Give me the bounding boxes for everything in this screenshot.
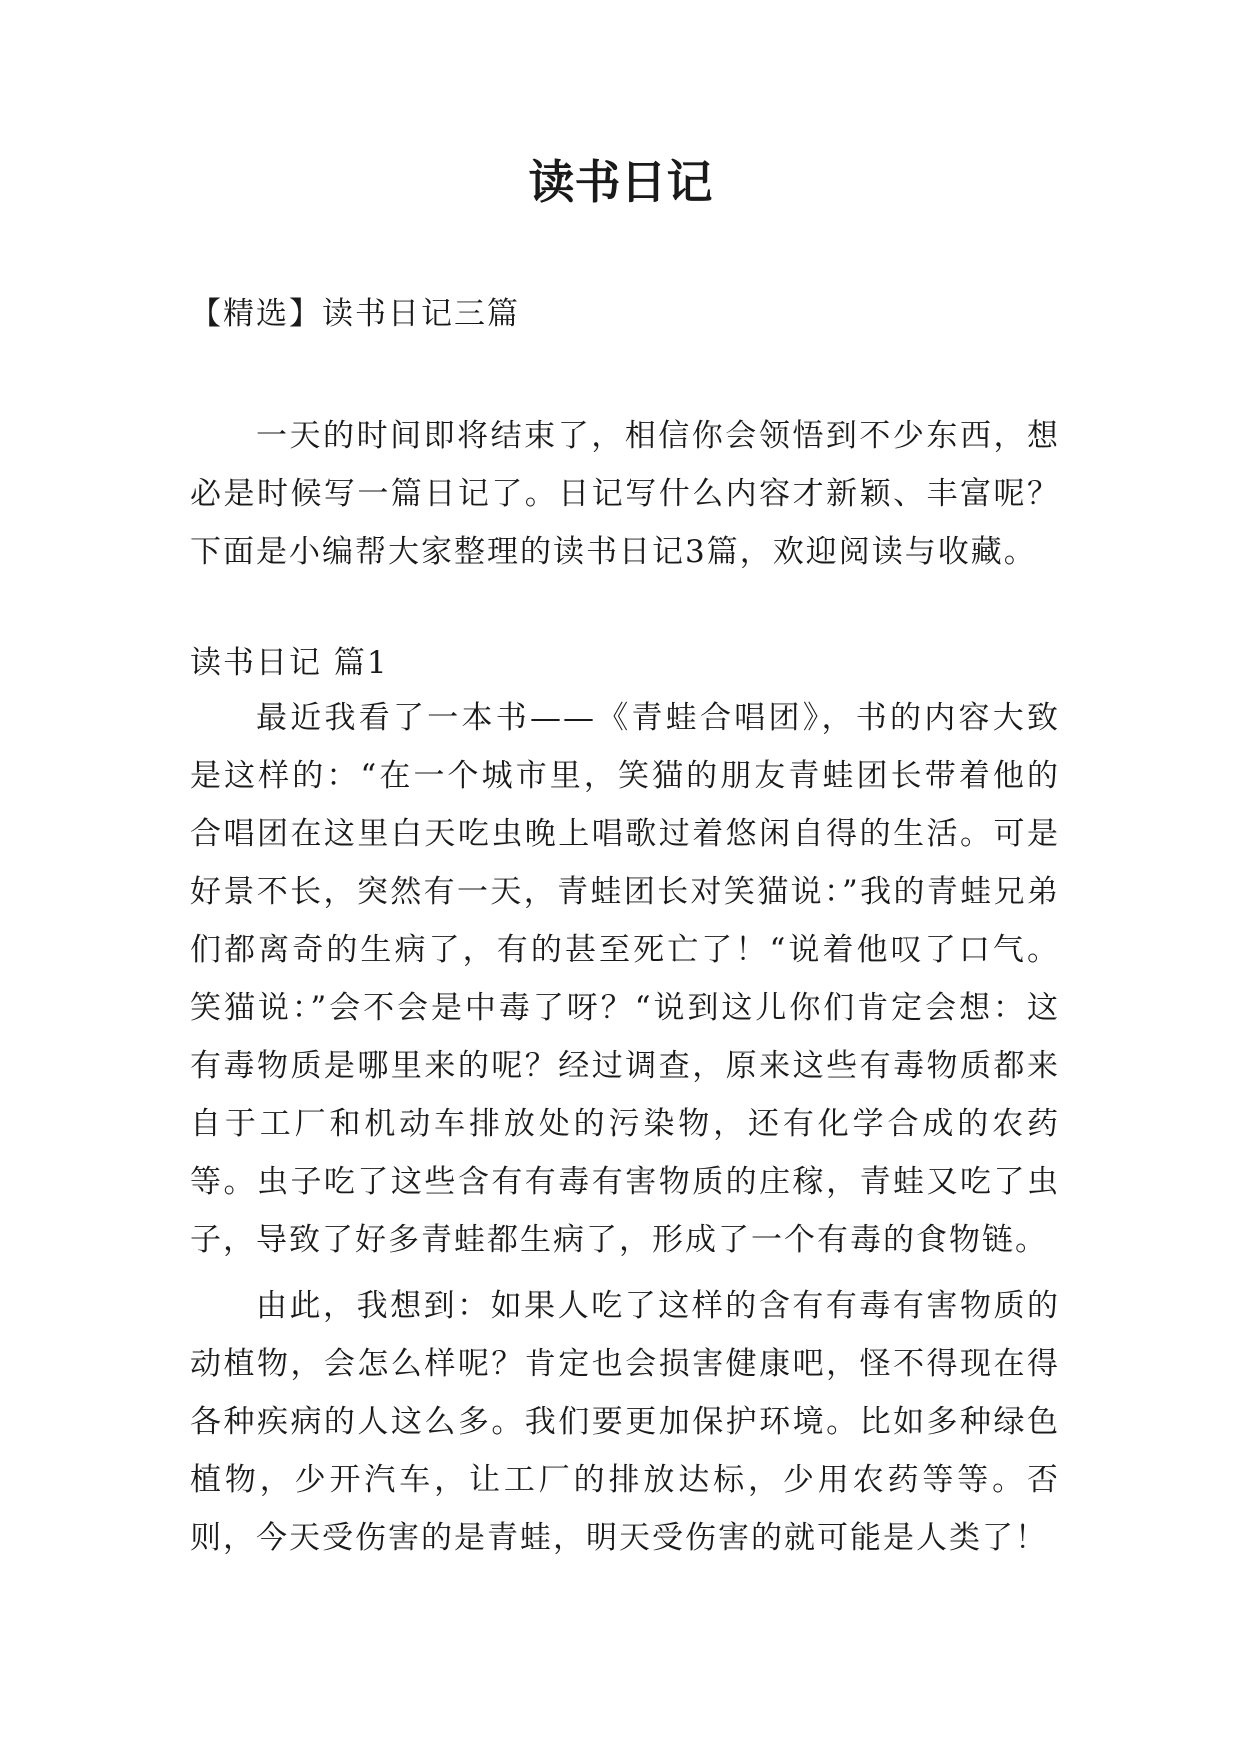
body-paragraph: 最近我看了一本书——《青蛙合唱团》，书的内容大致是这样的：“在一个城市里，笑猫的朋友青蛙团长带着他的合唱团在这里白天吃虫晚上唱歌过着悠闲自得的生活。可是好景不长，突然有一天，青蛙团长对笑猫说：”我的青蛙兄弟们都离奇的生病了，有的甚至死亡了！“说着他叹了口气。笑猫说：”会不会是中毒了呀？“说到这儿你们肯定会想：这有毒物质是哪里来的呢？经过调查，原来这些有毒物质都来自于工厂和机动车排放处的污染物，还有化学合成的农药等。虫子吃了这些含有有毒有害物质的庄稼，青蛙又吃了虫子，导致了好多青蛙都生病了，形成了一个有毒的食物链。	[190, 700, 1060, 1258]
intro-paragraph: 一天的时间即将结束了，相信你会领悟到不少东西，想必是时候写一篇日记了。日记写什么内容才新颖、丰富呢？下面是小编帮大家整理的读书日记3篇，欢迎阅读与收藏。	[190, 418, 1060, 570]
document-subtitle: 【精选】读书日记三篇	[190, 296, 520, 332]
document-title: 读书日记	[528, 155, 713, 209]
section-heading: 读书日记 篇1	[190, 645, 389, 681]
body-paragraph: 由此，我想到：如果人吃了这样的含有有毒有害物质的动植物，会怎么样呢？肯定也会损害健康吧，怪不得现在得各种疾病的人这么多。我们要更加保护环境。比如多种绿色植物，少开汽车，让工厂的排放达标，少用农药等等。否则，今天受伤害的是青蛙，明天受伤害的就可能是人类了！	[190, 1288, 1060, 1556]
